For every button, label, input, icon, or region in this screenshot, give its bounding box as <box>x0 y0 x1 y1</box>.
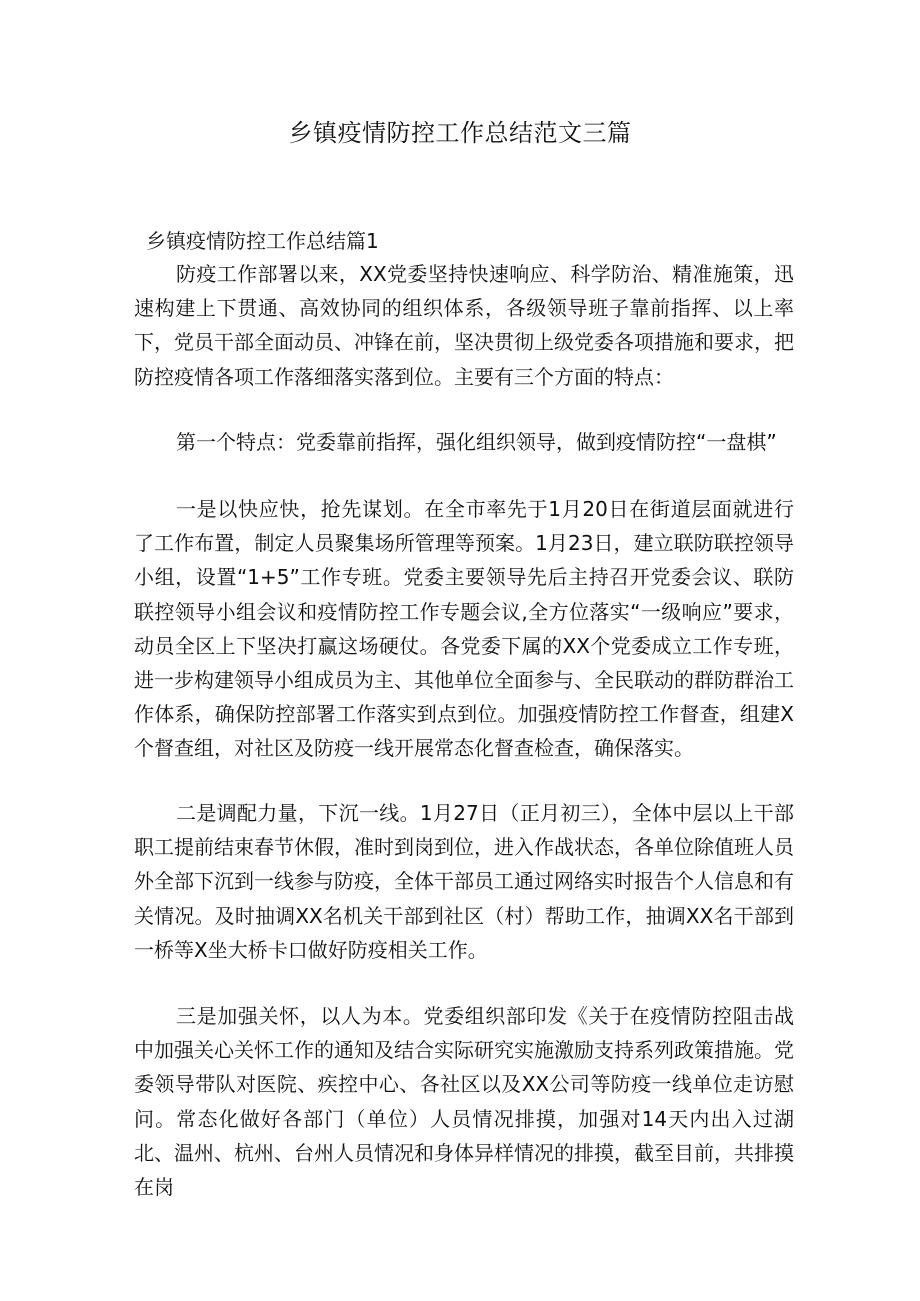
paragraph-point-three: 三是加强关怀，以人为本。党委组织部印发《关于在疫情防控阻击战中加强关心关怀工作的通知及结合实际研究实施激励支持系列政策措施。党委领导带队对医院、疾控中心、各社区以及XX公司等防疫一线单位走访慰问。常态化做好各部门（单位）人员情况排摸，加强对14天内出入过湖北、温州、杭州、台州人员情况和身体异样情况的排摸，截至目前，共排摸在岗 <box>134 1004 794 1200</box>
paragraph-point-two: 二是调配力量，下沉一线。1月27日（正月初三），全体中层以上干部职工提前结束春节休假，准时到岗到位，进入作战状态，各单位除值班人员外全部下沉到一线参与防疫，全体干部员工通过网络实时报告个人信息和有关情况。及时抽调XX名机关干部到社区（村）帮助工作，抽调XX名干部到一桥等X坐大桥卡口做好防疫相关工作。 <box>134 801 794 962</box>
paragraph-feature-one: 第一个特点：党委靠前指挥，强化组织领导，做到疫情防控“一盘棋” <box>176 430 777 454</box>
document-title: 乡镇疫情防控工作总结范文三篇 <box>288 119 632 147</box>
section-heading: 乡镇疫情防控工作总结篇1 <box>146 229 379 253</box>
paragraph-intro: 防疫工作部署以来，XX党委坚持快速响应、科学防治、精准施策，迅速构建上下贯通、高效协同的组织体系，各级领导班子靠前指挥、以上率下，党员干部全面动员、冲锋在前，坚决贯彻上级党委各项措施和要求，把防控疫情各项工作落细落实落到位。主要有三个方面的特点： <box>134 262 794 389</box>
paragraph-point-one: 一是以快应快，抢先谋划。在全市率先于1月20日在街道层面就进行了工作布置，制定人员聚集场所管理等预案。1月23日，建立联防联控领导小组，设置“1+5”工作专班。党委主要领导先后主持召开党委会议、联防联控领导小组会议和疫情防控工作专题会议,全方位落实“一级响应”要求，动员全区上下坚决打赢这场硬仗。各党委下属的XX个党委成立工作专班，进一步构建领导小组成员为主、其他单位全面参与、全民联动的群防群治工作体系，确保防控部署工作落实到点到位。加强疫情防控工作督查，组建X个督查组，对社区及防疫一线开展常态化督查检查，确保落实。 <box>134 497 794 761</box>
